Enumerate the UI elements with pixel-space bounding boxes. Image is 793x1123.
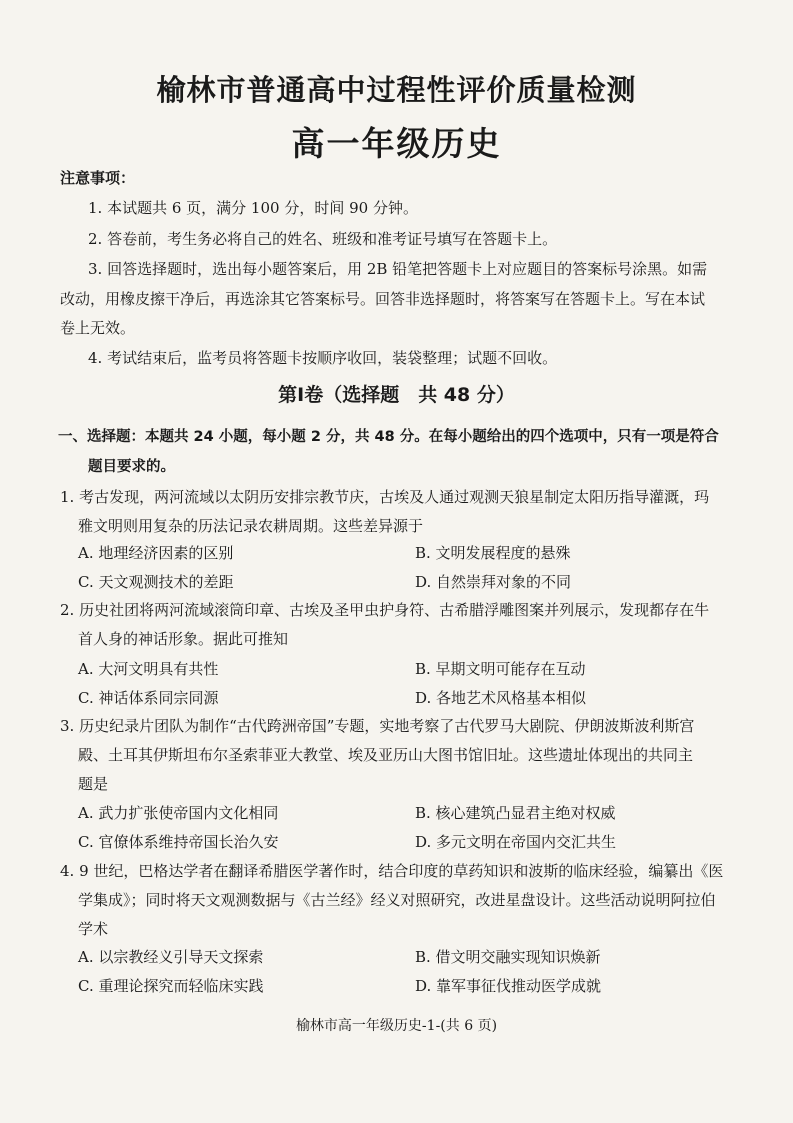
question-stem: 4. 9 世纪，巴格达学者在翻译希腊医学著作时，结合印度的草药知识和波斯的临床经验，编纂出《医 [60, 862, 724, 880]
option-a: A. 大河文明具有共性 [78, 660, 219, 678]
option-b: B. 借文明交融实现知识焕新 [415, 948, 601, 966]
option-b: B. 文明发展程度的悬殊 [415, 544, 571, 562]
question-stem: 3. 历史纪录片团队为制作“古代跨洲帝国”专题，实地考察了古代罗马大剧院、伊朗波斯波利斯宫 [60, 717, 695, 735]
section-title: 第Ⅰ卷（选择题 共 48 分） [278, 384, 515, 406]
notice-line: 3. 回答选择题时，选出每小题答案后，用 2B 铅笔把答题卡上对应题目的答案标号涂黑。如需 [88, 260, 708, 278]
question-stem: 首人身的神话形象。据此可推知 [78, 630, 289, 648]
notice-line: 1. 本试题共 6 页，满分 100 分，时间 90 分钟。 [88, 199, 418, 217]
notice-line: 卷上无效。 [60, 319, 136, 337]
question-stem: 学集成》；同时将天文观测数据与《古兰经》经义对照研究，改进星盘设计。这些活动说明阿拉伯 [78, 891, 716, 909]
option-a: A. 以宗教经义引导天文探索 [78, 948, 264, 966]
option-b: B. 核心建筑凸显君主绝对权威 [415, 804, 616, 822]
notice-line: 4. 考试结束后，监考员将答题卡按顺序收回，装袋整理；试题不回收。 [88, 349, 558, 367]
notice-line: 改动，用橡皮擦干净后，再选涂其它答案标号。回答非选择题时，将答案写在答题卡上。写在本试 [60, 290, 706, 308]
exam-subject-title: 高一年级历史 [291, 124, 502, 163]
option-c: C. 神话体系同宗同源 [78, 689, 219, 707]
option-a: A. 武力扩张使帝国内文化相同 [78, 804, 279, 822]
notice-line: 2. 答卷前，考生务必将自己的姓名、班级和准考证号填写在答题卡上。 [88, 230, 558, 248]
option-d: D. 自然崇拜对象的不同 [415, 573, 572, 591]
question-stem: 题是 [78, 775, 109, 793]
question-stem: 雅文明则用复杂的历法记录农耕周期。这些差异源于 [78, 517, 424, 535]
question-stem: 殿、土耳其伊斯坦布尔圣索菲亚大教堂、埃及亚历山大图书馆旧址。这些遗址体现出的共同主 [78, 746, 694, 764]
option-c: C. 重理论探究而轻临床实践 [78, 977, 264, 995]
notice-heading: 注意事项： [60, 169, 136, 187]
option-c: C. 天文观测技术的差距 [78, 573, 234, 591]
option-d: D. 靠军事征伐推动医学成就 [415, 977, 602, 995]
exam-title: 榆林市普通高中过程性评价质量检测 [156, 73, 637, 107]
section-instruction: 一、选择题：本题共 24 小题，每小题 2 分，共 48 分。在每小题给出的四个选项中，只有一项是符合 [58, 429, 719, 445]
option-a: A. 地理经济因素的区别 [78, 544, 234, 562]
option-b: B. 早期文明可能存在互动 [415, 660, 586, 678]
option-d: D. 各地艺术风格基本相似 [415, 689, 587, 707]
option-c: C. 官僚体系维持帝国长治久安 [78, 833, 279, 851]
page-footer: 榆林市高一年级历史-1-(共 6 页) [295, 1018, 498, 1034]
option-d: D. 多元文明在帝国内交汇共生 [415, 833, 617, 851]
question-stem: 学术 [78, 920, 109, 938]
section-instruction: 题目要求的。 [88, 459, 175, 475]
question-stem: 1. 考古发现，两河流域以太阴历安排宗教节庆，古埃及人通过观测天狼星制定太阳历指导灌溉，玛 [60, 488, 710, 506]
question-stem: 2. 历史社团将两河流域滚筒印章、古埃及圣甲虫护身符、古希腊浮雕图案并列展示，发现都存在牛 [60, 601, 710, 619]
